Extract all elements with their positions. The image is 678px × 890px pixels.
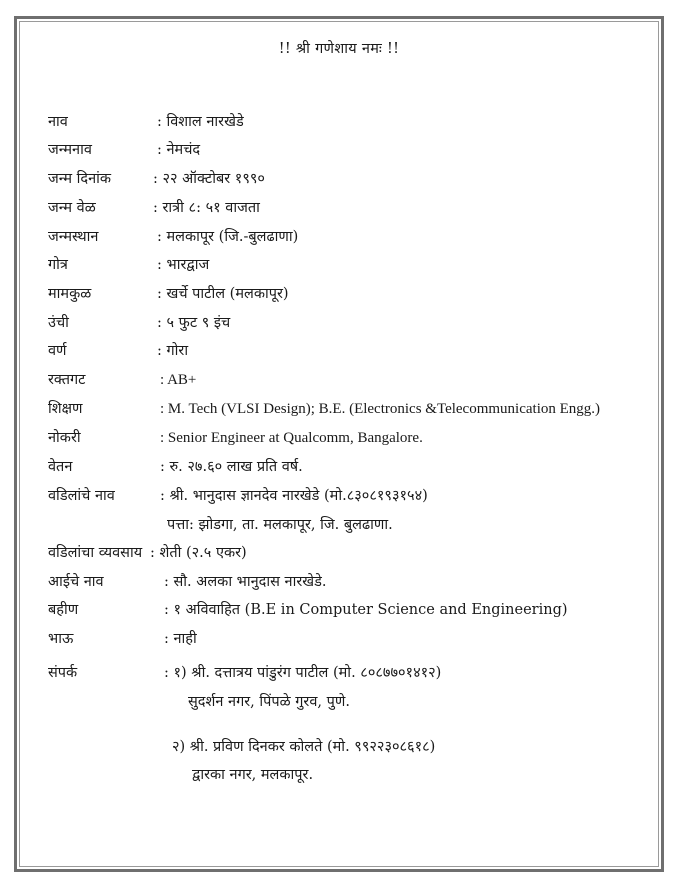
field-label: वर्ण <box>48 343 67 359</box>
biodata-row <box>0 225 678 249</box>
field-label: मामकुळ <box>48 286 92 302</box>
biodata-row <box>0 311 678 335</box>
field-value: : AB+ <box>160 372 197 388</box>
biodata-row <box>0 397 678 421</box>
field-value: : नेमचंद <box>157 142 201 158</box>
field-label: नाव <box>48 114 68 130</box>
field-value: : २२ ऑक्टोबर १९९० <box>153 171 265 187</box>
field-value: द्वारका नगर, मलकापूर. <box>192 767 314 783</box>
field-label: भाऊ <box>48 631 74 647</box>
field-value: : ५ फुट ९ इंच <box>157 315 231 331</box>
biodata-row <box>0 541 678 565</box>
biodata-row <box>0 339 678 363</box>
field-label: गोत्र <box>48 257 68 273</box>
field-label: आईचे नाव <box>48 574 104 590</box>
field-value: : खर्चे पाटील (मलकापूर) <box>157 286 289 302</box>
biodata-row <box>0 735 678 759</box>
field-label: जन्मस्थान <box>48 229 99 245</box>
field-label: उंची <box>48 315 69 331</box>
biodata-row <box>0 282 678 306</box>
field-label: वेतन <box>48 459 73 475</box>
field-label: रक्तगट <box>48 372 86 388</box>
field-value: : गोरा <box>157 343 189 359</box>
biodata-row <box>0 661 678 685</box>
field-value: पत्ता: झोडगा, ता. मलकापूर, जि. बुलढाणा. <box>167 517 393 533</box>
biodata-row <box>0 690 678 714</box>
biodata-row <box>0 513 678 537</box>
field-label: वडिलांचे नाव <box>48 488 115 504</box>
field-value: : भारद्वाज <box>157 257 210 273</box>
biodata-row <box>0 253 678 277</box>
field-label: शिक्षण <box>48 401 83 417</box>
field-label: जन्म दिनांक <box>48 171 112 187</box>
biodata-row <box>0 763 678 787</box>
field-value: : रात्री ८: ५१ वाजता <box>153 200 260 216</box>
biodata-row <box>0 598 678 622</box>
field-value: : १ अविवाहित (B.E in Computer Science and Engineering) <box>164 602 568 618</box>
field-label: संपर्क <box>48 665 78 681</box>
biodata-row <box>0 138 678 162</box>
biodata-row <box>0 368 678 392</box>
biodata-row <box>0 570 678 594</box>
field-value: २) श्री. प्रविण दिनकर कोलते (मो. ९९२२३०८६१८) <box>172 739 436 755</box>
field-label: वडिलांचा व्यवसाय <box>48 545 143 561</box>
biodata-row <box>0 627 678 651</box>
biodata-row <box>0 196 678 220</box>
biodata-row <box>0 455 678 479</box>
field-label: बहीण <box>48 602 79 618</box>
field-value: : विशाल नारखेडे <box>157 114 244 130</box>
field-value: : १) श्री. दत्तात्रय पांडुरंग पाटील (मो. ८०८७७०१४१२) <box>164 665 442 681</box>
field-value: : रु. २७.६० लाख प्रति वर्ष. <box>160 459 303 475</box>
field-value: : नाही <box>164 631 197 647</box>
page-heading: !! श्री गणेशाय नमः !! <box>278 41 400 57</box>
field-value: सुदर्शन नगर, पिंपळे गुरव, पुणे. <box>188 694 350 710</box>
biodata-row <box>0 167 678 191</box>
field-label: जन्मनाव <box>48 142 92 158</box>
field-label: जन्म वेळ <box>48 200 96 216</box>
field-value: : M. Tech (VLSI Design); B.E. (Electronics &Telecommunication Engg.) <box>160 401 601 417</box>
field-label: नोकरी <box>48 430 81 446</box>
field-value: : सौ. अलका भानुदास नारखेडे. <box>164 574 327 590</box>
biodata-row <box>0 426 678 450</box>
biodata-row <box>0 110 678 134</box>
field-value: : मलकापूर (जि.-बुलढाणा) <box>157 229 299 245</box>
field-value: : शेती (२.५ एकर) <box>150 545 247 561</box>
field-value: : Senior Engineer at Qualcomm, Bangalore. <box>160 430 423 446</box>
field-value: : श्री. भानुदास ज्ञानदेव नारखेडे (मो.८३०८१९३१५४) <box>160 488 428 504</box>
biodata-row <box>0 484 678 508</box>
